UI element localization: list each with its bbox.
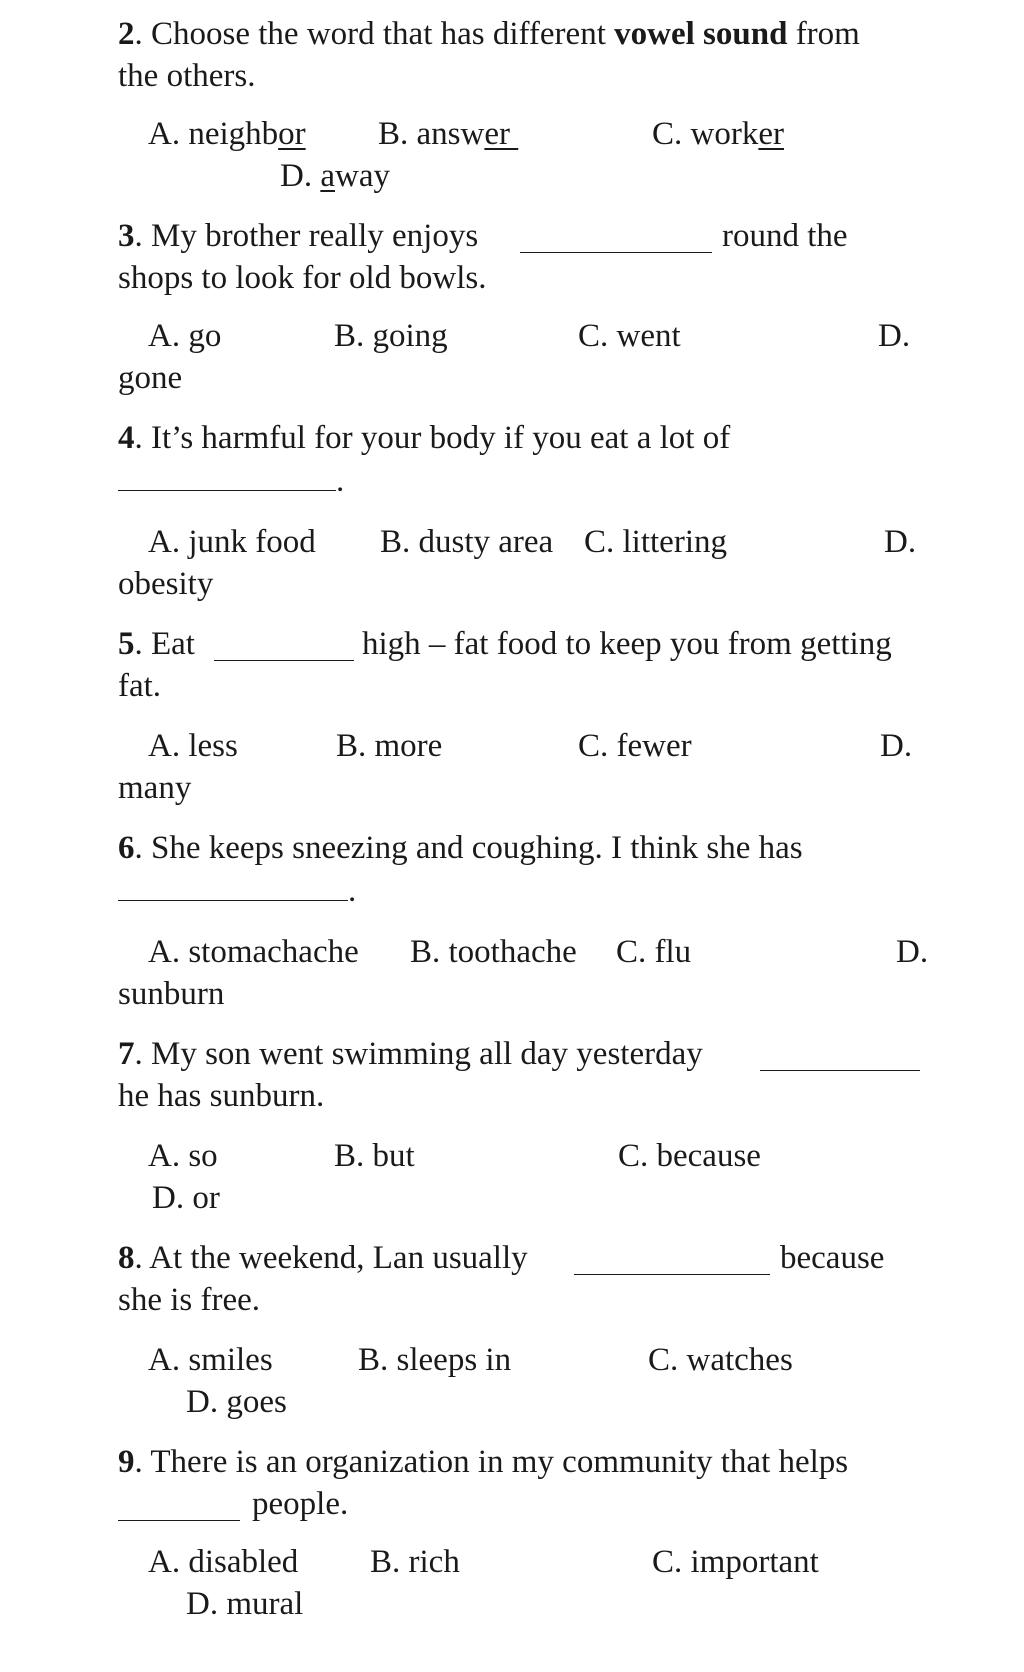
- q9-option-c: C. important: [652, 1544, 819, 1580]
- q3-stem-after-blank: round the: [722, 218, 848, 254]
- q8-option-b: B. sleeps in: [358, 1342, 512, 1378]
- q5-answer-blank: [214, 634, 354, 661]
- q6-answer-blank: .: [118, 874, 356, 908]
- q2-stem-line1: 2. Choose the word that has different vowel sound from: [118, 16, 860, 52]
- q4-option-c: C. littering: [584, 524, 727, 560]
- q9-answer-blank: [118, 1494, 240, 1521]
- q6-stem-line1: 6. She keeps sneezing and coughing. I think she has: [118, 830, 803, 866]
- q4-option-b: B. dusty area: [380, 524, 554, 560]
- q5-option-c: C. fewer: [578, 728, 692, 764]
- q5-stem-line1: 5. Eat: [118, 626, 195, 662]
- q6-option-d: D.: [896, 934, 929, 970]
- q4-option-d: D.: [884, 524, 917, 560]
- q8-option-c: C. watches: [648, 1342, 793, 1378]
- q6-number: 6: [118, 830, 135, 866]
- q6-option-b: B. toothache: [410, 934, 577, 970]
- q5-option-b: B. more: [336, 728, 443, 764]
- q8-answer-blank: [574, 1248, 770, 1275]
- q6-option-d-text: sunburn: [118, 976, 225, 1012]
- q8-stem-line2: she is free.: [118, 1282, 261, 1318]
- q3-option-d-text: gone: [118, 360, 183, 396]
- q3-option-a: A. go: [148, 318, 222, 354]
- q7-number: 7: [118, 1036, 135, 1072]
- q8-option-d: D. goes: [186, 1384, 287, 1420]
- q2-stem-line2: the others.: [118, 58, 256, 94]
- q7-stem-line1: 7. My son went swimming all day yesterday: [118, 1036, 703, 1072]
- q6-option-a: A. stomachache: [148, 934, 359, 970]
- q3-stem-line1: 3. My brother really enjoys: [118, 218, 479, 254]
- q7-stem-line2: he has sunburn.: [118, 1078, 325, 1114]
- q7-option-a: A. so: [148, 1138, 218, 1174]
- q5-option-d: D.: [880, 728, 913, 764]
- q4-option-a: A. junk food: [148, 524, 316, 560]
- q4-number: 4: [118, 420, 135, 456]
- q8-number: 8: [118, 1240, 135, 1276]
- q3-number: 3: [118, 218, 135, 254]
- q3-answer-blank: [520, 226, 712, 253]
- q8-stem-after-blank: because: [780, 1240, 885, 1276]
- q9-stem-line1: 9. There is an organization in my community that helps: [118, 1444, 849, 1480]
- q5-number: 5: [118, 626, 135, 662]
- q7-answer-blank: [760, 1044, 920, 1071]
- q8-option-a: A. smiles: [148, 1342, 273, 1378]
- q6-option-c: C. flu: [616, 934, 692, 970]
- q2-option-a: A. neighbor: [148, 116, 306, 152]
- q7-option-c: C. because: [618, 1138, 761, 1174]
- q2-option-c: C. worker: [652, 116, 784, 152]
- q3-stem-line2: shops to look for old bowls.: [118, 260, 487, 296]
- q5-stem-line2: fat.: [118, 668, 162, 704]
- q3-option-b: B. going: [334, 318, 448, 354]
- q3-option-c: C. went: [578, 318, 681, 354]
- q9-option-d: D. mural: [186, 1586, 304, 1622]
- q9-option-b: B. rich: [370, 1544, 460, 1580]
- q5-stem-after-blank: high – fat food to keep you from getting: [362, 626, 892, 662]
- q2-number: 2: [118, 16, 135, 52]
- q9-number: 9: [118, 1444, 135, 1480]
- q4-option-d-text: obesity: [118, 566, 214, 602]
- q2-option-b: B. answer: [378, 116, 510, 152]
- q2-option-d: D. away: [280, 158, 390, 194]
- q3-option-d: D.: [878, 318, 911, 354]
- q5-option-a: A. less: [148, 728, 238, 764]
- q4-stem-line1: 4. It’s harmful for your body if you eat a lot of: [118, 420, 731, 456]
- q8-stem-line1: 8. At the weekend, Lan usually: [118, 1240, 528, 1276]
- q5-option-d-text: many: [118, 770, 192, 806]
- q7-option-b: B. but: [334, 1138, 415, 1174]
- q4-answer-blank: .: [118, 464, 344, 498]
- q2-bold-phrase: vowel sound: [614, 16, 788, 52]
- q7-option-d: D. or: [152, 1180, 220, 1216]
- q9-stem-line2: people.: [252, 1486, 349, 1522]
- q9-option-a: A. disabled: [148, 1544, 299, 1580]
